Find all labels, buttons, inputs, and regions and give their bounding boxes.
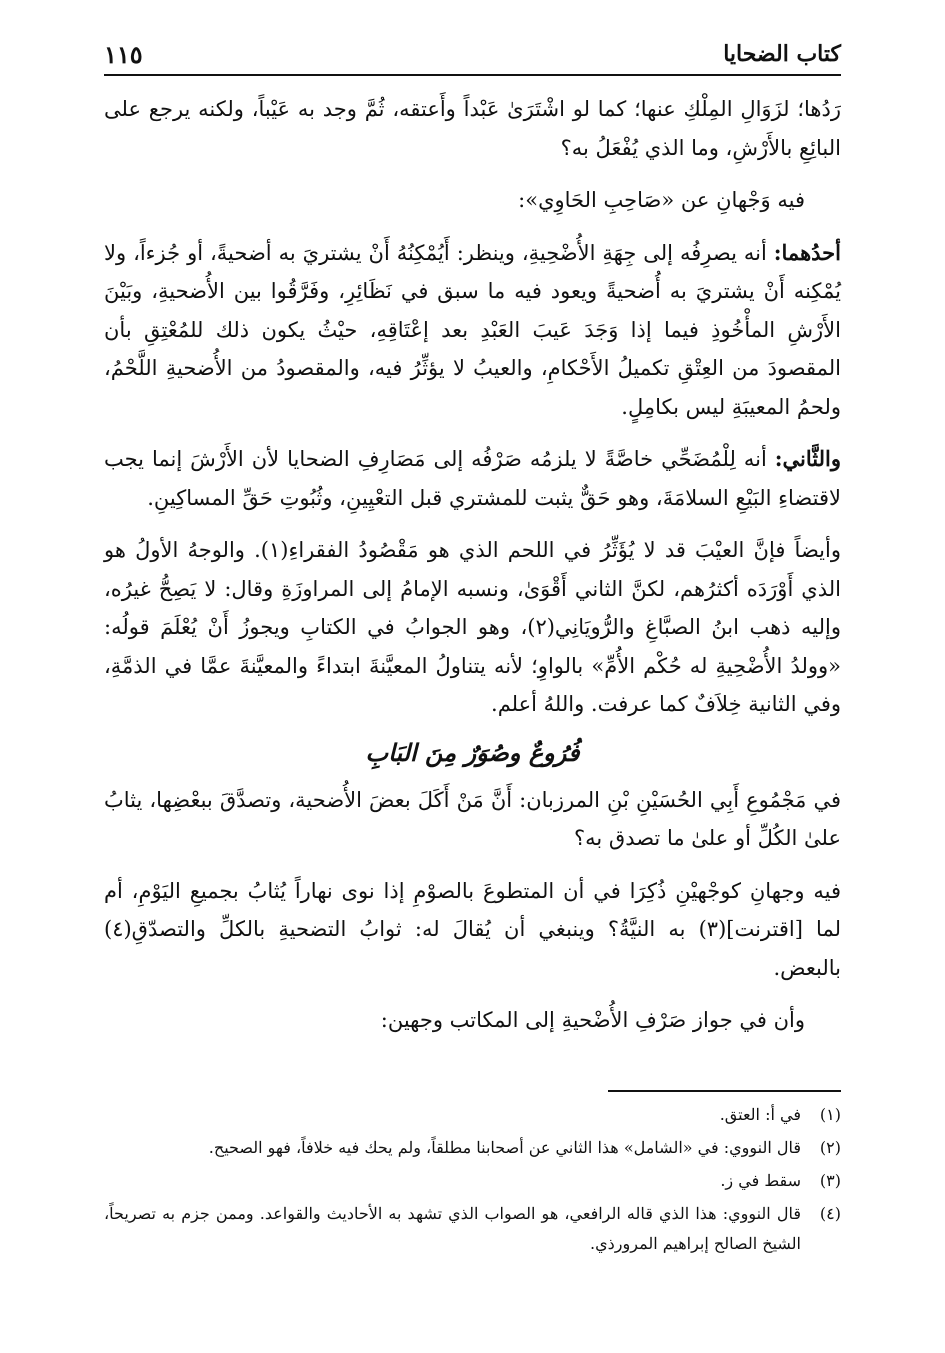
- paragraph-text: وأن في جواز صَرْفِ الأُضْحيةِ إلى المكاتب وجهين:: [380, 1008, 805, 1032]
- paragraph-text: أنه لِلْمُضَحِّي خاصَّةً لا يلزمُه صَرْفُه إلى مَصَارِفِ الضحايا لأن الأَرْشَ إنما يجب لاقتضاءِ البَيْعِ السلامَةَ، وهو حَقٌّ يثبت للمشتري قبل التعْيِينِ، وثُبُوتِ حَقِّ المساكِينِ.: [104, 447, 841, 510]
- footnote-text: سقط في ز.: [720, 1171, 801, 1190]
- footnote: [104, 1166, 841, 1196]
- paragraph-label: أحدُهما:: [773, 239, 841, 265]
- paragraph-text: رَدُها؛ لزَوَالِ المِلْكِ عنها؛ كما لو اشْتَرَىٰ عَبْداً وأَعتقه، ثُمَّ وجد به عَيْباً، ولكنه يرجع على البائِعِ بالأَرْشِ، وما الذي يُفْعَلُ به؟: [104, 97, 841, 160]
- paragraph-text: في مَجْمُوعِ أَبِي الحُسَيْنِ بْنِ المرزبان: أَنَّ مَنْ أَكَلَ بعضَ الأُضحية، وتصدَّقَ ببعْضِها، يثابُ علىٰ الكُلِّ أو علىٰ ما تصدق به؟: [104, 787, 841, 850]
- footnote-text: قال النووي: هذا الذي قاله الرافعي، هو الصواب الذي تشهد به الأحاديث والقواعد. وممن جزم به تصريحاً، الشيخ الصالح إبراهيم المرورذي.: [104, 1204, 801, 1253]
- running-title: كتاب الضحايا: [723, 41, 841, 67]
- footnote-divider: [608, 1090, 841, 1092]
- paragraph: [104, 181, 841, 220]
- footnote-text: في أ: العتق.: [719, 1105, 801, 1124]
- main-text: [104, 90, 841, 1054]
- paragraph: [104, 234, 841, 427]
- footnotes: [104, 1100, 841, 1262]
- paragraph: [104, 90, 841, 167]
- footnote-number: (٣): [819, 1171, 841, 1190]
- paragraph: [104, 440, 841, 517]
- paragraph: [104, 781, 841, 858]
- footnote: [104, 1133, 841, 1163]
- footnote: [104, 1100, 841, 1130]
- paragraph: [104, 872, 841, 988]
- footnote-number: (٢): [819, 1138, 841, 1157]
- footnote-text: قال النووي: في «الشامل» هذا الثاني عن أصحابنا مطلقاً، ولم يحك فيه خلافاً، فهو الصحيح.: [208, 1138, 801, 1157]
- paragraph: [104, 1001, 841, 1040]
- page-number: ١١٥: [104, 39, 143, 69]
- section-heading: فُرُوعٌ وصُوَرٌ مِنَ البَابِ: [365, 737, 580, 767]
- paragraph-text: وأيضاً فإنَّ العيْبَ قد لا يُؤَثِّرُ في اللحم الذي هو مَقْصُودُ الفقراءِ(١). والوجهُ الأولُ هو الذي أَوْرَدَه أكثرُهم، لكنَّ الثاني أَقْوَىٰ، ونسبه الإمامُ إلى المراوزَةِ وقال: لا يَصِحُّ غيرُه، وإليه ذهب ابنُ الصبَّاغِ والرُّويَانِي(٢)، وهو الجوابُ في الكتابِ ويجوزُ أَنْ يُعْلَمَ قولُه: «وولدُ الأُضْحِيةِ له حُكْم الأُمِّ» بالواوِ؛ لأنه يتناولُ المعيَّنةَ ابتداءً والمعيَّنةَ عمَّا في الذمَّةِ، وفي الثانية خِلاَفٌ كما عرفت. واللهُ أعلم.: [104, 538, 841, 716]
- page-header: [104, 34, 841, 76]
- paragraph: [104, 531, 841, 724]
- paragraph-label: والثَّاني:: [774, 446, 841, 471]
- paragraph-text: أنه يصرِفُه إلى جِهَةِ الأُضْحِيةِ، وينظر: أَيُمْكِنُهُ أَنْ يشتريَ به أضحيةً، أو جُزءاً، ولا يُمْكِنه أَنْ يشتريَ به أُضحيةً ويعود فيه ما سبق في نَظَائِرِ، وفَرَّقُوا بين الأُضحيةِ، وبَيْنَ الأَرْشِ المأْخُوذِ فيما إذا وَجَدَ عَيبَ العَبْدِ بعد إعْتَاقِهِ، حيْثُ يكون ذلك للمُعْتِقِ بأن المقصودَ من العِتْقِ تكميلُ الأَحْكامِ، والعيبُ لا يؤثِّرُ فيه، والمقصودُ من الأُضحيةِ اللَّحْمُ، ولحمُ المعيبَةِ ليس بكامِلٍ.: [104, 240, 841, 419]
- footnote-number: (٤): [819, 1204, 841, 1223]
- footnote-number: (١): [819, 1105, 841, 1124]
- paragraph-text: فيه وجهانِ كوجْهيْنِ ذُكِرَا في أن المتطوعَ بالصوْمِ إذا نوى نهاراً يُثابُ بجميعِ اليَوْمِ، أم لما [اقترنت](٣) به النيَّةُ؟ وينبغي أن يُقالَ له: ثوابُ التضحيةِ بالكلِّ والتصدّقِ(٤) بالبعض.: [104, 878, 841, 980]
- footnote: [104, 1199, 841, 1259]
- paragraph-text: فيه وَجْهانِ عن «صَاحِبِ الحَاوِي»:: [518, 188, 805, 212]
